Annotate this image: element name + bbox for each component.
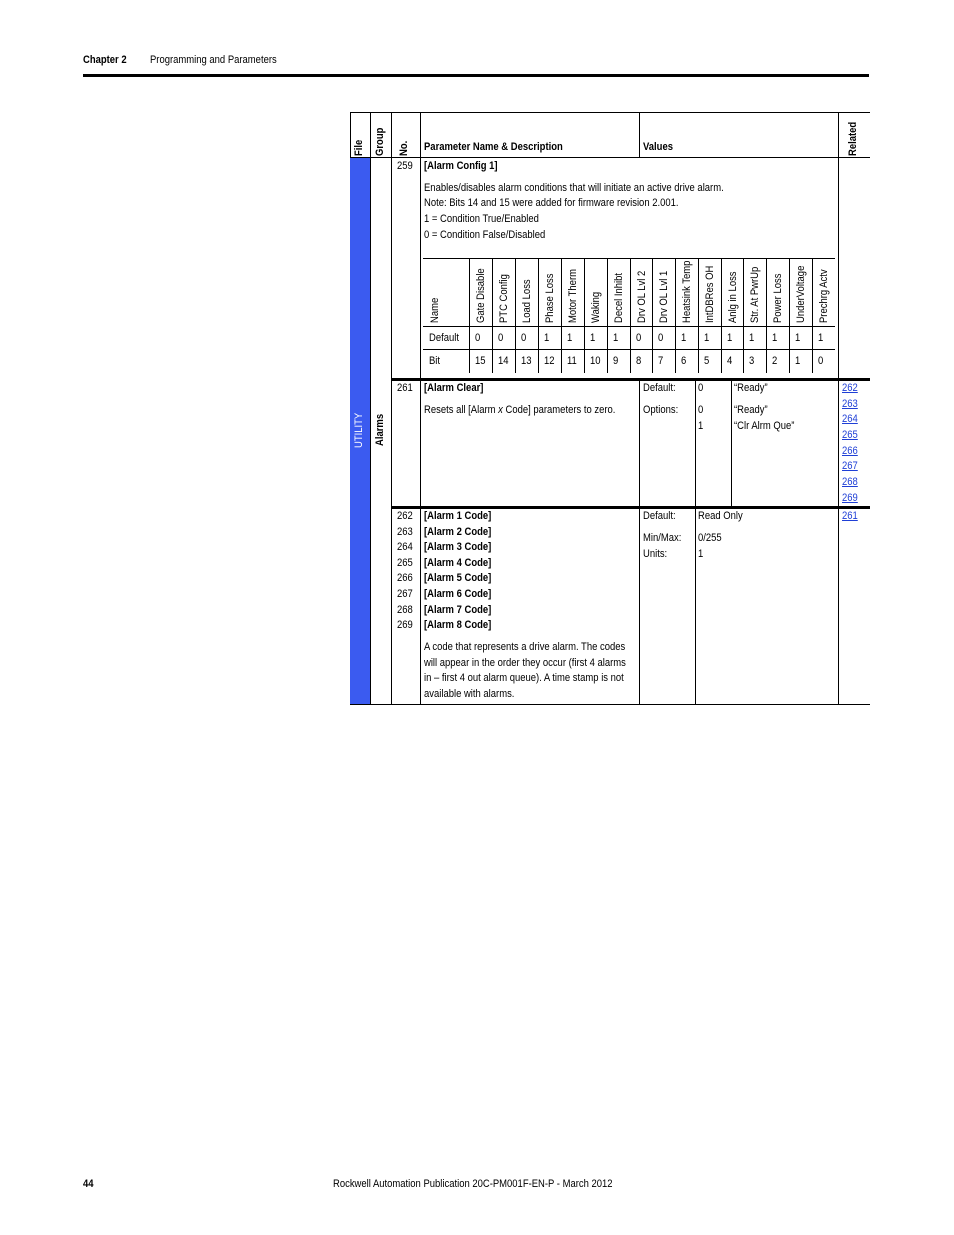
col-values-header: Values: [643, 141, 673, 153]
alarm-code-default-label: Default:: [643, 510, 676, 522]
param-263-name: [Alarm 2 Code]: [424, 526, 492, 538]
chapter-label: Chapter 2: [83, 54, 127, 66]
bit-number-12: 12: [538, 350, 561, 373]
param-267-name: [Alarm 6 Code]: [424, 588, 492, 600]
bit-name-waking: Waking: [589, 291, 602, 323]
related-link-266[interactable]: 266: [842, 445, 858, 457]
param-259-desc-2: Note: Bits 14 and 15 were added for firmware revision 2.001.: [424, 197, 679, 209]
col-related-header: Related: [847, 121, 859, 156]
param-259-name: [Alarm Config 1]: [424, 160, 498, 172]
col-file-header: File: [353, 139, 365, 156]
col-no-header: No.: [398, 140, 410, 156]
alarm-code-desc-4: available with alarms.: [424, 688, 515, 700]
bit-name-drv-ol-lvl-1: Drv OL Lvl 1: [657, 270, 670, 323]
bit-number-11: 11: [561, 350, 584, 373]
param-262-name: [Alarm 1 Code]: [424, 510, 492, 522]
related-link-265[interactable]: 265: [842, 429, 858, 441]
bits-default-label: Default: [423, 327, 469, 350]
related-link-268[interactable]: 268: [842, 476, 858, 488]
related-link-263[interactable]: 263: [842, 398, 858, 410]
bit-default-12: 1: [538, 327, 561, 350]
bit-default-3: 1: [743, 327, 766, 350]
bit-default-4: 1: [721, 327, 743, 350]
file-label: UTILITY: [353, 412, 365, 448]
alarm-code-units-label: Units:: [643, 548, 668, 560]
bit-number-3: 3: [743, 350, 766, 373]
related-link-267[interactable]: 267: [842, 460, 858, 472]
bit-number-10: 10: [584, 350, 607, 373]
bit-name-ptc-config: PTC Config: [497, 274, 510, 323]
related-link-269[interactable]: 269: [842, 492, 858, 504]
param-261-option-1-value: 1: [698, 420, 704, 432]
param-261-desc: Resets all [Alarm x Code] parameters to zero.: [424, 404, 616, 416]
param-265-name: [Alarm 4 Code]: [424, 557, 492, 569]
bit-number-2: 2: [766, 350, 789, 373]
bit-name-load-loss: Load Loss: [520, 279, 533, 323]
bit-number-5: 5: [698, 350, 721, 373]
param-259-desc-3: 1 = Condition True/Enabled: [424, 213, 539, 225]
col-group-header: Group: [374, 127, 386, 156]
param-268-number: 268: [397, 604, 413, 616]
alarm-code-default-value: Read Only: [698, 510, 743, 522]
bit-number-14: 14: [492, 350, 515, 373]
bit-name-phase-loss: Phase Loss: [543, 273, 556, 323]
bit-number-4: 4: [721, 350, 743, 373]
bit-name-str-at-pwrup: Str. At PwrUp: [748, 266, 761, 323]
related-link-264[interactable]: 264: [842, 413, 858, 425]
bit-name-heatsink-temp: Heatsink Temp: [680, 260, 693, 323]
param-267-number: 267: [397, 588, 413, 600]
bit-name-undervoltage: UnderVoltage: [794, 265, 807, 323]
bit-default-9: 1: [607, 327, 630, 350]
bit-name-anlg-in-loss: Anlg in Loss: [726, 271, 739, 323]
alarm-code-desc-3: in – first 4 out alarm queue). A time stamp is not: [424, 672, 624, 684]
param-261-default-value: 0: [698, 382, 704, 394]
alarm-code-minmax-value: 0/255: [698, 532, 722, 544]
bit-default-15: 0: [469, 327, 492, 350]
param-263-number: 263: [397, 526, 413, 538]
bit-name-intdbres-oh: IntDBRes OH: [703, 265, 716, 323]
param-261-number: 261: [397, 382, 413, 394]
bit-default-8: 0: [630, 327, 652, 350]
bit-default-10: 1: [584, 327, 607, 350]
bit-number-13: 13: [515, 350, 538, 373]
related-link-261[interactable]: 261: [842, 510, 858, 522]
param-269-name: [Alarm 8 Code]: [424, 619, 492, 631]
bit-default-2: 1: [766, 327, 789, 350]
alarm-code-desc-1: A code that represents a drive alarm. The codes: [424, 641, 626, 653]
bit-default-11: 1: [561, 327, 584, 350]
publication-footer: Rockwell Automation Publication 20C-PM001F-EN-P - March 2012: [333, 1178, 613, 1190]
bit-number-9: 9: [607, 350, 630, 373]
param-266-number: 266: [397, 572, 413, 584]
alarm-config-bits-table: [423, 258, 835, 373]
param-259-desc-4: 0 = Condition False/Disabled: [424, 229, 546, 241]
param-264-number: 264: [397, 541, 413, 553]
alarm-code-desc-2: will appear in the order they occur (first 4 alarms: [424, 657, 626, 669]
bit-name-prechrg-actv: Prechrg Actv: [817, 269, 830, 323]
bit-number-0: 0: [812, 350, 835, 373]
bit-default-0: 1: [812, 327, 835, 350]
param-261-option-0-text: “Ready”: [734, 404, 768, 416]
bit-default-7: 0: [652, 327, 675, 350]
param-261-options-label: Options:: [643, 404, 679, 416]
section-title: Programming and Parameters: [150, 54, 277, 66]
bits-name-label: Name: [429, 297, 441, 323]
bit-name-drv-ol-lvl-2: Drv OL Lvl 2: [635, 270, 648, 323]
bit-name-gate-disable: Gate Disable: [474, 268, 487, 323]
page-number: 44: [83, 1178, 94, 1190]
col-name-header: Parameter Name & Description: [424, 141, 563, 153]
bit-default-6: 1: [675, 327, 698, 350]
param-261-option-0-value: 0: [698, 404, 704, 416]
bit-default-13: 0: [515, 327, 538, 350]
param-265-number: 265: [397, 557, 413, 569]
param-259-desc-1: Enables/disables alarm conditions that will initiate an active drive alarm.: [424, 182, 724, 194]
bit-name-decel-inhibt: Decel Inhibt: [612, 273, 625, 323]
param-261-name: [Alarm Clear]: [424, 382, 484, 394]
bit-name-power-loss: Power Loss: [771, 273, 784, 323]
bit-number-7: 7: [652, 350, 675, 373]
bits-name-row: [423, 259, 835, 327]
param-266-name: [Alarm 5 Code]: [424, 572, 492, 584]
related-link-262[interactable]: 262: [842, 382, 858, 394]
alarm-code-minmax-label: Min/Max:: [643, 532, 682, 544]
param-264-name: [Alarm 3 Code]: [424, 541, 492, 553]
bit-default-14: 0: [492, 327, 515, 350]
param-268-name: [Alarm 7 Code]: [424, 604, 492, 616]
param-259-number: 259: [397, 160, 413, 172]
bit-number-8: 8: [630, 350, 652, 373]
param-262-number: 262: [397, 510, 413, 522]
group-label: Alarms: [374, 413, 386, 446]
bits-bit-label: Bit: [423, 350, 469, 373]
bit-name-motor-therm: Motor Therm: [566, 269, 579, 323]
bit-number-6: 6: [675, 350, 698, 373]
param-261-default-text: “Ready”: [734, 382, 768, 394]
param-261-option-1-text: “Clr Alrm Que”: [734, 420, 795, 432]
bits-default-row: [423, 327, 835, 350]
bits-bit-row: [423, 350, 835, 373]
bit-number-1: 1: [789, 350, 812, 373]
bit-default-1: 1: [789, 327, 812, 350]
param-269-number: 269: [397, 619, 413, 631]
bit-default-5: 1: [698, 327, 721, 350]
alarm-code-units-value: 1: [698, 548, 704, 560]
param-261-default-label: Default:: [643, 382, 676, 394]
header-rule: [83, 74, 869, 77]
bit-number-15: 15: [469, 350, 492, 373]
